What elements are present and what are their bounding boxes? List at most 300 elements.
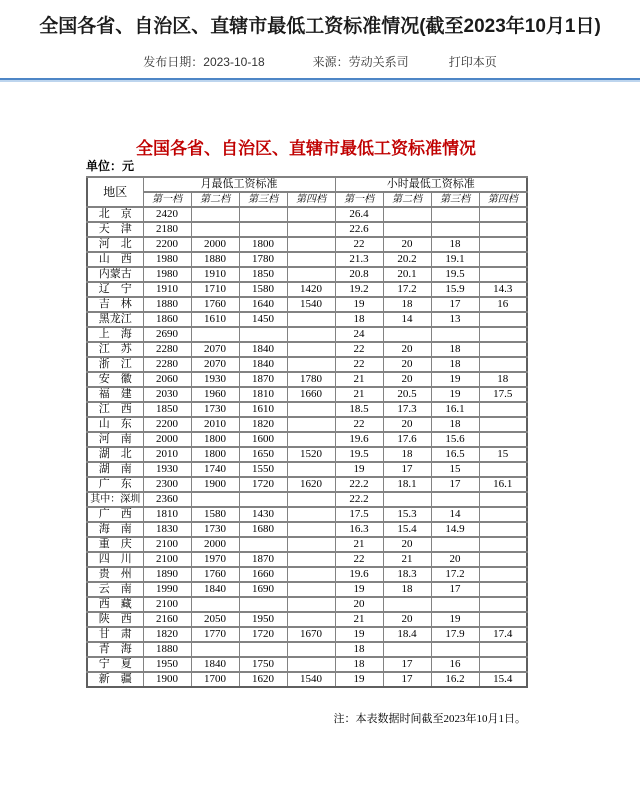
value-cell: 17.3 [383, 402, 431, 417]
value-cell: 1810 [239, 387, 287, 402]
value-cell: 26.4 [335, 207, 383, 222]
table-row [87, 612, 527, 627]
value-cell: 19.5 [335, 447, 383, 462]
table-row [87, 657, 527, 672]
value-cell: 19 [335, 627, 383, 642]
value-cell: 2280 [143, 357, 191, 372]
value-cell: 1420 [287, 282, 335, 297]
value-cell: 1550 [239, 462, 287, 477]
value-cell [479, 582, 527, 597]
value-cell: 1850 [239, 267, 287, 282]
value-cell [239, 642, 287, 657]
value-cell: 22 [335, 342, 383, 357]
wage-table-body [87, 207, 527, 687]
value-cell [479, 642, 527, 657]
value-cell: 21 [383, 552, 431, 567]
value-cell: 1930 [143, 462, 191, 477]
value-cell: 21.3 [335, 252, 383, 267]
table-header-row-groups [87, 177, 527, 192]
value-cell [287, 342, 335, 357]
value-cell [479, 402, 527, 417]
value-cell: 19 [431, 387, 479, 402]
value-cell: 1660 [239, 567, 287, 582]
value-cell [479, 417, 527, 432]
col-header-monthly-tier3: 第三档 [239, 192, 287, 207]
value-cell [287, 552, 335, 567]
value-cell: 14.3 [479, 282, 527, 297]
value-cell: 15.6 [431, 432, 479, 447]
value-cell [479, 552, 527, 567]
table-row [87, 432, 527, 447]
page-title: 全国各省、自治区、直辖市最低工资标准情况(截至2023年10月1日) [39, 16, 601, 37]
value-cell [479, 207, 527, 222]
value-cell [287, 267, 335, 282]
value-cell [431, 597, 479, 612]
article-body [0, 140, 640, 726]
value-cell: 1840 [239, 342, 287, 357]
value-cell: 17.2 [383, 282, 431, 297]
meta-row [0, 54, 640, 70]
value-cell [287, 492, 335, 507]
table-row [87, 492, 527, 507]
value-cell: 1670 [287, 627, 335, 642]
value-cell: 1870 [239, 552, 287, 567]
value-cell: 2100 [143, 552, 191, 567]
col-header-hourly-tier3: 第三档 [431, 192, 479, 207]
table-row [87, 477, 527, 492]
value-cell: 20 [383, 612, 431, 627]
value-cell: 17 [431, 297, 479, 312]
value-cell [191, 222, 239, 237]
region-cell: 广 西 [87, 507, 143, 522]
region-cell: 云 南 [87, 582, 143, 597]
table-row [87, 582, 527, 597]
value-cell: 18.4 [383, 627, 431, 642]
value-cell: 2100 [143, 537, 191, 552]
value-cell: 19.2 [335, 282, 383, 297]
value-cell: 18 [431, 237, 479, 252]
value-cell [287, 582, 335, 597]
value-cell: 18 [383, 447, 431, 462]
table-row [87, 552, 527, 567]
value-cell: 1950 [143, 657, 191, 672]
value-cell [479, 492, 527, 507]
value-cell: 18 [335, 312, 383, 327]
table-row [87, 222, 527, 237]
value-cell: 2100 [143, 597, 191, 612]
value-cell: 2200 [143, 237, 191, 252]
table-row [87, 537, 527, 552]
value-cell [383, 642, 431, 657]
value-cell [479, 567, 527, 582]
value-cell: 1610 [239, 402, 287, 417]
value-cell: 1600 [239, 432, 287, 447]
value-cell [431, 327, 479, 342]
value-cell: 18 [383, 582, 431, 597]
value-cell: 2000 [191, 537, 239, 552]
value-cell: 22.2 [335, 492, 383, 507]
value-cell: 18 [431, 357, 479, 372]
value-cell: 14 [383, 312, 431, 327]
region-cell: 天 津 [87, 222, 143, 237]
value-cell [239, 537, 287, 552]
value-cell [479, 267, 527, 282]
value-cell [239, 492, 287, 507]
value-cell [191, 642, 239, 657]
value-cell [479, 237, 527, 252]
value-cell: 16 [431, 657, 479, 672]
table-row [87, 312, 527, 327]
value-cell: 1930 [191, 372, 239, 387]
value-cell: 20 [383, 237, 431, 252]
table-row [87, 357, 527, 372]
value-cell: 22 [335, 552, 383, 567]
value-cell: 19.6 [335, 567, 383, 582]
value-cell [479, 612, 527, 627]
value-cell [287, 237, 335, 252]
region-cell: 河 南 [87, 432, 143, 447]
document-title: 全国各省、自治区、直辖市最低工资标准情况 [136, 139, 476, 158]
value-cell: 1800 [239, 237, 287, 252]
table-row [87, 297, 527, 312]
col-header-monthly-tier1: 第一档 [143, 192, 191, 207]
value-cell [287, 507, 335, 522]
value-cell: 1520 [287, 447, 335, 462]
value-cell [287, 327, 335, 342]
value-cell: 18.1 [383, 477, 431, 492]
value-cell [383, 492, 431, 507]
region-cell: 贵 州 [87, 567, 143, 582]
value-cell: 1860 [143, 312, 191, 327]
region-cell: 河 北 [87, 237, 143, 252]
value-cell [287, 462, 335, 477]
value-cell: 19 [335, 582, 383, 597]
value-cell: 18.5 [335, 402, 383, 417]
value-cell [431, 537, 479, 552]
value-cell: 1780 [287, 372, 335, 387]
value-cell [287, 657, 335, 672]
value-cell: 1690 [239, 582, 287, 597]
value-cell: 2420 [143, 207, 191, 222]
value-cell: 17 [431, 582, 479, 597]
region-cell: 安 徽 [87, 372, 143, 387]
value-cell: 1610 [191, 312, 239, 327]
value-cell: 18 [431, 342, 479, 357]
col-header-monthly-tier2: 第二档 [191, 192, 239, 207]
table-row [87, 342, 527, 357]
region-cell: 山 东 [87, 417, 143, 432]
table-row [87, 387, 527, 402]
table-row [87, 627, 527, 642]
value-cell: 15 [431, 462, 479, 477]
value-cell: 20 [383, 537, 431, 552]
region-cell: 甘 肃 [87, 627, 143, 642]
table-row [87, 462, 527, 477]
value-cell: 17 [383, 462, 431, 477]
table-row [87, 567, 527, 582]
value-cell: 2070 [191, 357, 239, 372]
region-cell: 浙 江 [87, 357, 143, 372]
value-cell: 1730 [191, 522, 239, 537]
col-header-monthly-tier4: 第四档 [287, 192, 335, 207]
value-cell [287, 612, 335, 627]
value-cell: 2010 [191, 417, 239, 432]
region-cell: 其中：深圳 [87, 492, 143, 507]
region-cell: 吉 林 [87, 297, 143, 312]
value-cell: 1720 [239, 477, 287, 492]
region-cell: 新 疆 [87, 672, 143, 687]
value-cell: 1990 [143, 582, 191, 597]
value-cell: 14 [431, 507, 479, 522]
value-cell: 17 [383, 672, 431, 687]
value-cell [239, 207, 287, 222]
col-header-hourly: 小时最低工资标准 [335, 177, 527, 192]
value-cell: 19.6 [335, 432, 383, 447]
value-cell: 18 [335, 642, 383, 657]
table-row [87, 327, 527, 342]
col-header-region: 地区 [87, 177, 143, 207]
value-cell: 2010 [143, 447, 191, 462]
value-cell: 1780 [239, 252, 287, 267]
value-cell: 1540 [287, 672, 335, 687]
region-cell: 青 海 [87, 642, 143, 657]
col-header-hourly-tier1: 第一档 [335, 192, 383, 207]
region-cell: 重 庆 [87, 537, 143, 552]
print-page-button[interactable]: 打印本页 [448, 55, 497, 69]
value-cell: 1760 [191, 567, 239, 582]
value-cell: 1580 [191, 507, 239, 522]
value-cell: 22 [335, 357, 383, 372]
value-cell [431, 222, 479, 237]
value-cell: 1840 [239, 357, 287, 372]
value-cell [479, 507, 527, 522]
value-cell: 17.5 [335, 507, 383, 522]
value-cell: 19.5 [431, 267, 479, 282]
value-cell: 19 [335, 297, 383, 312]
value-cell: 20 [383, 372, 431, 387]
region-cell: 黑龙江 [87, 312, 143, 327]
value-cell: 2690 [143, 327, 191, 342]
value-cell: 1850 [143, 402, 191, 417]
region-cell: 西 藏 [87, 597, 143, 612]
source-label: 来源：劳动关系司 [312, 55, 409, 69]
value-cell: 1900 [143, 672, 191, 687]
table-row [87, 672, 527, 687]
value-cell: 17.5 [479, 387, 527, 402]
value-cell: 1800 [191, 447, 239, 462]
value-cell: 20.8 [335, 267, 383, 282]
region-cell: 上 海 [87, 327, 143, 342]
value-cell: 16.2 [431, 672, 479, 687]
value-cell [479, 522, 527, 537]
value-cell: 2360 [143, 492, 191, 507]
value-cell: 17.9 [431, 627, 479, 642]
value-cell [191, 597, 239, 612]
value-cell: 1810 [143, 507, 191, 522]
value-cell [287, 567, 335, 582]
value-cell: 2030 [143, 387, 191, 402]
value-cell: 1720 [239, 627, 287, 642]
value-cell: 19 [335, 462, 383, 477]
value-cell: 16.3 [335, 522, 383, 537]
value-cell: 1910 [143, 282, 191, 297]
value-cell: 18 [431, 417, 479, 432]
table-row [87, 267, 527, 282]
value-cell: 15.3 [383, 507, 431, 522]
region-cell: 湖 北 [87, 447, 143, 462]
value-cell [287, 222, 335, 237]
value-cell [479, 357, 527, 372]
value-cell [287, 357, 335, 372]
value-cell [479, 462, 527, 477]
value-cell: 18 [383, 297, 431, 312]
value-cell: 22.6 [335, 222, 383, 237]
value-cell [479, 252, 527, 267]
divider-rule [0, 78, 640, 82]
value-cell [479, 657, 527, 672]
unit-label: 单位：元 [86, 159, 135, 173]
value-cell [287, 402, 335, 417]
value-cell [479, 597, 527, 612]
value-cell: 21 [335, 612, 383, 627]
wage-table [86, 176, 528, 688]
value-cell: 1910 [191, 267, 239, 282]
value-cell: 1580 [239, 282, 287, 297]
table-row [87, 642, 527, 657]
value-cell: 22.2 [335, 477, 383, 492]
value-cell: 1660 [287, 387, 335, 402]
value-cell [479, 342, 527, 357]
table-row [87, 372, 527, 387]
value-cell [239, 597, 287, 612]
value-cell [287, 252, 335, 267]
value-cell: 1820 [239, 417, 287, 432]
value-cell: 1430 [239, 507, 287, 522]
value-cell [287, 417, 335, 432]
value-cell: 1960 [191, 387, 239, 402]
value-cell: 2160 [143, 612, 191, 627]
value-cell: 2180 [143, 222, 191, 237]
table-row [87, 507, 527, 522]
value-cell [479, 432, 527, 447]
value-cell: 20.1 [383, 267, 431, 282]
value-cell: 1950 [239, 612, 287, 627]
value-cell: 2000 [143, 432, 191, 447]
value-cell: 1740 [191, 462, 239, 477]
value-cell [287, 432, 335, 447]
value-cell: 1730 [191, 402, 239, 417]
region-cell: 内蒙古 [87, 267, 143, 282]
region-cell: 江 西 [87, 402, 143, 417]
region-cell: 四 川 [87, 552, 143, 567]
value-cell: 2050 [191, 612, 239, 627]
value-cell: 1870 [239, 372, 287, 387]
col-header-hourly-tier4: 第四档 [479, 192, 527, 207]
value-cell [479, 327, 527, 342]
value-cell [431, 642, 479, 657]
value-cell: 22 [335, 417, 383, 432]
value-cell: 2280 [143, 342, 191, 357]
value-cell: 16.1 [431, 402, 479, 417]
value-cell: 18 [479, 372, 527, 387]
value-cell: 2060 [143, 372, 191, 387]
value-cell: 2300 [143, 477, 191, 492]
value-cell [287, 522, 335, 537]
value-cell: 13 [431, 312, 479, 327]
value-cell [239, 222, 287, 237]
region-cell: 宁 夏 [87, 657, 143, 672]
region-cell: 辽 宁 [87, 282, 143, 297]
value-cell: 2200 [143, 417, 191, 432]
value-cell: 16.5 [431, 447, 479, 462]
value-cell: 17 [431, 477, 479, 492]
value-cell: 1800 [191, 432, 239, 447]
region-cell: 江 苏 [87, 342, 143, 357]
table-header-row-tiers [87, 192, 527, 207]
value-cell [383, 597, 431, 612]
value-cell [431, 492, 479, 507]
value-cell: 20 [383, 342, 431, 357]
region-cell: 陕 西 [87, 612, 143, 627]
region-cell: 海 南 [87, 522, 143, 537]
region-cell: 湖 南 [87, 462, 143, 477]
value-cell: 18 [335, 657, 383, 672]
value-cell [287, 642, 335, 657]
footnote: 注：本表数据时间截至2023年10月1日。 [333, 713, 526, 725]
value-cell [479, 537, 527, 552]
table-row [87, 447, 527, 462]
col-header-hourly-tier2: 第二档 [383, 192, 431, 207]
value-cell: 14.9 [431, 522, 479, 537]
value-cell [191, 327, 239, 342]
value-cell [479, 222, 527, 237]
value-cell: 1770 [191, 627, 239, 642]
value-cell: 15.4 [383, 522, 431, 537]
value-cell: 1880 [143, 297, 191, 312]
value-cell: 1830 [143, 522, 191, 537]
value-cell [191, 492, 239, 507]
value-cell: 15.4 [479, 672, 527, 687]
value-cell: 17.6 [383, 432, 431, 447]
value-cell: 2000 [191, 237, 239, 252]
value-cell: 21 [335, 372, 383, 387]
value-cell: 1880 [143, 642, 191, 657]
value-cell: 1890 [143, 567, 191, 582]
value-cell: 1980 [143, 267, 191, 282]
value-cell: 1970 [191, 552, 239, 567]
col-header-monthly: 月最低工资标准 [143, 177, 335, 192]
value-cell: 1700 [191, 672, 239, 687]
value-cell: 21 [335, 387, 383, 402]
value-cell [383, 207, 431, 222]
value-cell: 19.1 [431, 252, 479, 267]
value-cell: 1840 [191, 582, 239, 597]
value-cell [431, 207, 479, 222]
value-cell: 19 [431, 372, 479, 387]
value-cell: 1710 [191, 282, 239, 297]
region-cell: 广 东 [87, 477, 143, 492]
value-cell: 1820 [143, 627, 191, 642]
value-cell: 1880 [191, 252, 239, 267]
value-cell: 18.3 [383, 567, 431, 582]
value-cell: 20 [335, 597, 383, 612]
value-cell: 2070 [191, 342, 239, 357]
value-cell: 1980 [143, 252, 191, 267]
value-cell: 16 [479, 297, 527, 312]
value-cell: 1540 [287, 297, 335, 312]
region-cell: 北 京 [87, 207, 143, 222]
value-cell: 20 [431, 552, 479, 567]
